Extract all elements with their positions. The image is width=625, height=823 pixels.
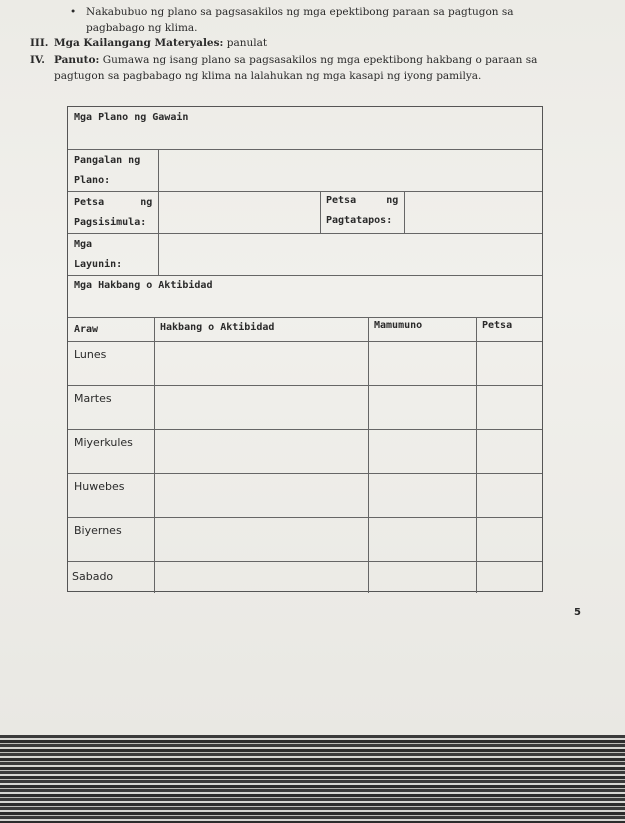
end-date-label-2: Pagtatapos:: [326, 215, 393, 226]
section-number: IV.: [30, 54, 45, 66]
page-number: 5: [574, 607, 581, 618]
plan-name-field[interactable]: [160, 151, 540, 189]
form-title: Mga Plano ng Gawain: [74, 112, 189, 123]
date-divider: [404, 191, 405, 233]
action-plan-form: [67, 106, 543, 592]
end-date-label-1: Petsa ng: [326, 195, 399, 206]
column-header-day: Araw: [74, 324, 99, 335]
day-label-huwebes: Huwebes: [74, 480, 125, 493]
section-number: III.: [30, 37, 49, 49]
column-divider: [476, 317, 477, 593]
steps-title: Mga Hakbang o Aktibidad: [74, 280, 213, 291]
instructions-label: Panuto:: [54, 54, 100, 66]
day-label-lunes: Lunes: [74, 348, 107, 361]
row-divider: [68, 275, 542, 276]
goals-label-1: Mga: [74, 239, 93, 250]
row-divider: [68, 233, 542, 234]
date-divider: [320, 191, 321, 233]
day-label-biyernes: Biyernes: [74, 524, 122, 537]
column-header-activity: Hakbang o Aktibidad: [160, 322, 275, 333]
row-divider: [68, 191, 542, 192]
materials-section: [30, 35, 267, 51]
row-divider: [68, 473, 542, 474]
plan-name-label-2: Plano:: [74, 175, 111, 186]
goals-field[interactable]: [160, 235, 540, 273]
row-divider: [68, 561, 542, 562]
instructions-line-1: Gumawa ng isang plano sa pagsasakilos ng mga epektibong hakbang o paraan sa: [102, 54, 538, 66]
plan-name-label-1: Pangalan ng: [74, 155, 141, 166]
keyboard-background: [0, 735, 625, 823]
row-divider: [68, 149, 542, 150]
row-divider: [68, 317, 542, 318]
row-divider: [68, 341, 542, 342]
row-divider: [68, 385, 542, 386]
column-header-date: Petsa: [482, 320, 513, 331]
column-header-leader: Mamumuno: [374, 320, 423, 331]
day-label-miyerkules: Miyerkules: [74, 436, 133, 449]
materials-value: panulat: [226, 37, 268, 49]
column-divider: [368, 317, 369, 593]
row-divider: [68, 429, 542, 430]
label-divider: [158, 149, 159, 275]
column-divider: [154, 317, 155, 593]
start-date-label-2: Pagsisimula:: [74, 217, 147, 228]
row-divider: [68, 517, 542, 518]
bullet-dot: •: [70, 6, 77, 18]
instructions-section: [30, 52, 590, 82]
goals-label-2: Layunin:: [74, 259, 123, 270]
objective-line-2: pagbabago ng klima.: [86, 22, 198, 34]
day-label-sabado: Sabado: [72, 570, 114, 583]
objective-line-1: Nakabubuo ng plano sa pagsasakilos ng mga epektibong paraan sa pagtugon sa: [86, 6, 514, 18]
materials-label: Mga Kailangang Materyales:: [54, 37, 224, 49]
start-date-field[interactable]: [160, 193, 318, 231]
instructions-line-2: pagtugon sa pagbabago ng klima na lalahukan ng mga kasapi ng iyong pamilya.: [54, 70, 482, 82]
end-date-field[interactable]: [406, 193, 540, 231]
start-date-label-1: Petsa ng: [74, 197, 153, 208]
day-label-martes: Martes: [74, 392, 112, 405]
